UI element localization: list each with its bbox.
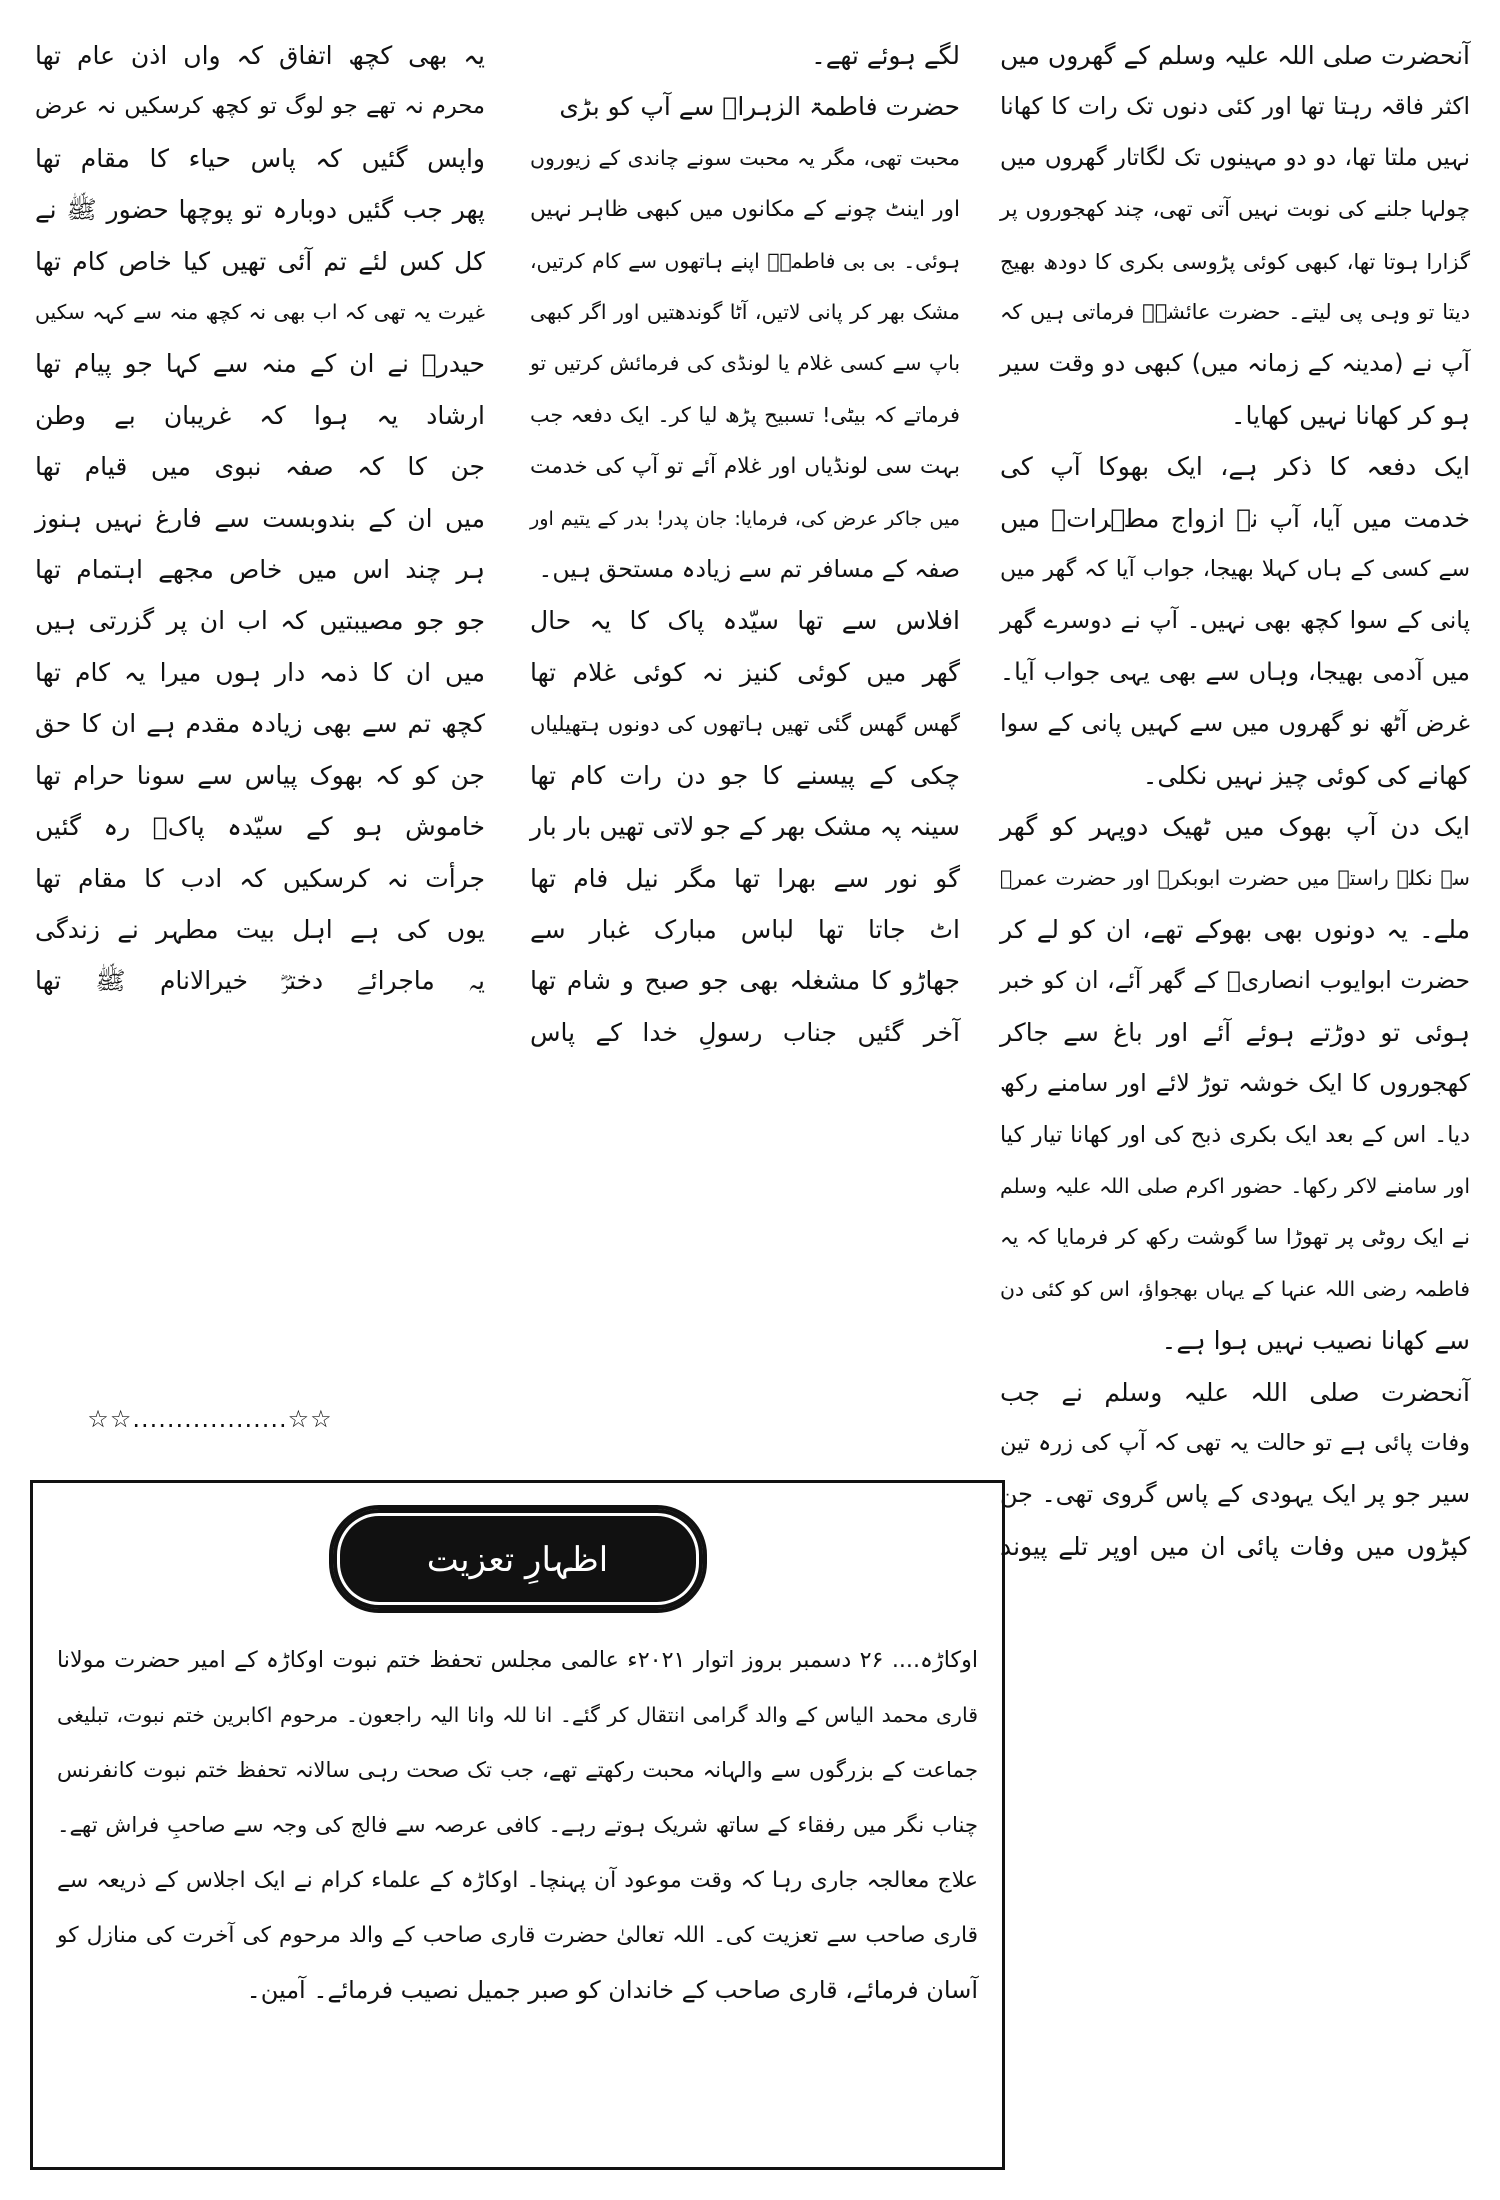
poem-line: سینہ پہ مشک بھر کے جو لاتی تھیں بار بار — [530, 812, 960, 842]
text-line: ہو کر کھانا نہیں کھایا۔ — [1230, 400, 1470, 430]
poem-line: جرأت نہ کرسکیں کہ ادب کا مقام تھا — [35, 863, 485, 893]
poem-line: پھر جب گئیں دوبارہ تو پوچھا حضور ﷺ نے — [35, 195, 485, 225]
notice-line: علاج معالجہ جاری رہا کہ وقت موعود آن پہنچا۔ اوکاڑہ کے علماء کرام نے ایک اجلاس کے ذریعہ سے — [57, 1868, 978, 1893]
text-line: ہوئی تو دوڑتے ہوئے آئے اور باغ سے جاکر — [1000, 1017, 1470, 1047]
poem-line: جن کو کہ بھوک پیاس سے سونا حرام تھا — [35, 760, 485, 790]
text-line: چولہا جلنے کی نوبت نہیں آتی تھی، چند کھجوروں پر — [1000, 197, 1470, 223]
text-line: سیر جو پر ایک یہودی کے پاس گروی تھی۔ جن — [1000, 1480, 1470, 1509]
poem-line: ہر چند اس میں خاص مجھے اہتمام تھا — [35, 555, 485, 585]
text-line: محبت تھی، مگر یہ محبت سونے چاندی کے زیوروں — [530, 145, 960, 170]
text-line: ملے۔ یہ دونوں بھی بھوکے تھے، ان کو لے کر — [1000, 914, 1470, 944]
notice-line: جماعت کے بزرگوں سے والہانہ محبت رکھتے تھے، جب تک صحت رہی سالانہ تحفظ ختم نبوت کانفرنس — [57, 1758, 978, 1783]
text-line: سے کسی کے ہاں کہلا بھیجا، جواب آیا کہ گھر میں — [1000, 556, 1470, 583]
text-line: آنحضرت صلی اللہ علیہ وسلم کے گھروں میں — [1000, 41, 1470, 70]
text-line: حضرت فاطمۃ الزہراؓ سے آپ کو بڑی — [559, 92, 960, 122]
poem-line: افلاس سے تھا سیّدہ پاک کا یہ حال — [530, 606, 960, 636]
poem-line: ارشاد یہ ہوا کہ غریبان بے وطن — [35, 400, 485, 430]
notice-line: آسان فرمائے، قاری صاحب کے خاندان کو صبر جمیل نصیب فرمائے۔ آمین۔ — [246, 1976, 978, 2004]
text-line: فرماتے کہ بیٹی! تسبیح پڑھ لیا کر۔ ایک دفعہ جب — [530, 402, 960, 427]
poem-column-left — [35, 30, 485, 1007]
text-line: سے کھانا نصیب نہیں ہوا ہے۔ — [1161, 1326, 1470, 1356]
text-line: نے ایک روٹی پر تھوڑا سا گوشت رکھ کر فرمایا کہ یہ — [1000, 1225, 1470, 1251]
text-line: باپ سے کسی غلام یا لونڈی کی فرمائش کرتیں تو — [530, 351, 960, 376]
poem-line: چکی کے پیسنے کا جو دن رات کام تھا — [530, 760, 960, 790]
text-line: سے نکلے راستہ میں حضرت ابوبکرؓ اور حضرت عمرؓ — [1000, 865, 1470, 890]
text-line: اور سامنے لاکر رکھا۔ حضور اکرم صلی اللہ علیہ وسلم — [1000, 1173, 1470, 1198]
poem-line: یہ ماجرائے دخترؓ خیرالانام ﷺ تھا — [35, 966, 485, 996]
article-column-middle — [530, 30, 960, 1058]
text-line: ہوئی۔ بی بی فاطمہؓ اپنے ہاتھوں سے کام کرتیں، — [530, 248, 960, 273]
notice-title-badge — [329, 1505, 707, 1613]
notice-line: قاری محمد الیاس کے والد گرامی انتقال کر گئے۔ انا للہ وانا الیہ راجعون۔ مرحوم اکابرین ختم نبوت، تبلیغی — [57, 1703, 978, 1727]
poem-line: محرم نہ تھے جو لوگ تو کچھ کرسکیں نہ عرض — [35, 93, 485, 120]
text-line: ایک دن آپ بھوک میں ٹھیک دوپہر کو گھر — [1000, 812, 1470, 842]
text-line: گزارا ہوتا تھا، کبھی کوئی پڑوسی بکری کا دودھ بھیج — [1000, 248, 1470, 274]
text-line: میں آدمی بھیجا، وہاں سے بھی یہی جواب آیا۔ — [1000, 657, 1470, 686]
notice-line: چناب نگر میں رفقاء کے ساتھ شریک ہوتے رہے۔ کافی عرصہ سے فالج کی وجہ سے صاحبِ فراش تھے۔ — [57, 1813, 978, 1838]
poem-line: گو نور سے بھرا تھا مگر نیل فام تھا — [530, 863, 960, 893]
text-line: کھانے کی کوئی چیز نہیں نکلی۔ — [1142, 760, 1470, 790]
article-column-right — [1000, 30, 1470, 1572]
text-line: صفہ کے مسافر تم سے زیادہ مستحق ہیں۔ — [538, 555, 960, 584]
poem-line: کل کس لئے تم آئی تھیں کیا خاص کام تھا — [35, 246, 485, 276]
poem-line: جو جو مصیبتیں کہ اب ان پر گزرتی ہیں — [35, 606, 485, 636]
notice-body — [57, 1633, 978, 2018]
notice-line: قاری صاحب سے تعزیت کی۔ اللہ تعالیٰ حضرت قاری صاحب کے والد مرحوم کی آخرت کی منازل کو — [57, 1923, 978, 1948]
poem-line: حیدرؓ نے ان کے منہ سے کہا جو پیام تھا — [35, 349, 485, 379]
text-line: ایک دفعہ کا ذکر ہے، ایک بھوکا آپ کی — [1000, 452, 1470, 482]
text-line: وفات پائی ہے تو حالت یہ تھی کہ آپ کی زرہ تین — [1000, 1429, 1470, 1456]
text-line: مشک بھر کر پانی لاتیں، آٹا گوندھتیں اور اگر کبھی — [530, 300, 960, 325]
text-line: بہت سی لونڈیاں اور غلام آئے تو آپ کی خدمت — [530, 454, 960, 480]
poem-line: اٹ جاتا تھا لباس مبارک غبار سے — [530, 914, 960, 944]
text-line: حضرت ابوایوب انصاریؓ کے گھر آئے، ان کو خبر — [1000, 966, 1470, 995]
poem-line: جھاڑو کا مشغلہ بھی جو صبح و شام تھا — [530, 966, 960, 996]
section-divider-stars: ☆☆..................☆☆ — [87, 1405, 333, 1433]
text-line: غرض آٹھ نو گھروں میں سے کہیں پانی کے سوا — [1000, 709, 1470, 738]
text-line: اکثر فاقہ رہتا تھا اور کئی دنوں تک رات کا کھانا — [1000, 92, 1470, 121]
poem-line: خاموش ہو کے سیّدہ پاکؓ رہ گئیں — [35, 812, 485, 842]
poem-line: یہ بھی کچھ اتفاق کہ واں اذن عام تھا — [35, 41, 485, 70]
poem-line: میں ان کے بندوبست سے فارغ نہیں ہنوز — [35, 503, 485, 533]
text-line: دیتا تو وہی پی لیتے۔ حضرت عائشہؓ فرماتی ہیں کہ — [1000, 300, 1470, 325]
poem-line: واپس گئیں کہ پاس حیاء کا مقام تھا — [35, 143, 485, 173]
text-line: اور اینٹ چونے کے مکانوں میں کبھی ظاہر نہیں — [530, 197, 960, 223]
poem-line: یوں کی ہے اہل بیت مطہر نے زندگی — [35, 914, 485, 944]
poem-line: گھس گھس گئی تھیں ہاتھوں کی دونوں ہتھیلیاں — [530, 711, 960, 737]
notice-title: اظہارِ تعزیت — [426, 1539, 609, 1580]
poem-line: گھر میں کوئی کنیز نہ کوئی غلام تھا — [530, 657, 960, 687]
text-line: لگے ہوئے تھے۔ — [811, 41, 960, 70]
notice-line: اوکاڑہ.... ۲۶ دسمبر بروز اتوار ۲۰۲۱ء عالمی مجلس تحفظ ختم نبوت اوکاڑہ کے امیر حضرت مولانا — [57, 1647, 979, 1673]
text-line: کپڑوں میں وفات پائی ان میں اوپر تلے پیوند — [1000, 1531, 1470, 1561]
text-line: نہیں ملتا تھا، دو دو مہینوں تک لگاتار گھروں میں — [1000, 144, 1470, 171]
condolence-notice-box — [30, 1480, 1005, 2170]
text-line: آنحضرت صلی اللہ علیہ وسلم نے جب — [1000, 1377, 1470, 1407]
text-line: خدمت میں آیا، آپ نے ازواج مطہراتؓ میں — [1000, 503, 1470, 533]
poem-line: آخر گئیں جناب رسولِ خدا کے پاس — [530, 1017, 960, 1047]
poem-line: میں ان کا ذمہ دار ہوں میرا یہ کام تھا — [35, 657, 485, 687]
poem-line: جن کا کہ صفہ نبوی میں قیام تھا — [35, 452, 485, 482]
poem-line: کچھ تم سے بھی زیادہ مقدم ہے ان کا حق — [35, 709, 485, 739]
text-line: آپ نے (مدینہ کے زمانہ میں) کبھی دو وقت سیر — [1000, 349, 1470, 378]
text-line: میں جاکر عرض کی، فرمایا: جان پدر! بدر کے یتیم اور — [530, 506, 960, 530]
text-line: دیا۔ اس کے بعد ایک بکری ذبح کی اور کھانا تیار کیا — [1000, 1121, 1470, 1148]
text-line: کھجوروں کا ایک خوشہ توڑ لائے اور سامنے رکھ — [1000, 1069, 1470, 1098]
poem-line: غیرت یہ تھی کہ اب بھی نہ کچھ منہ سے کہہ سکیں — [35, 300, 485, 325]
text-line: فاطمہ رضی اللہ عنہا کے یہاں بھجواؤ، اس کو کئی دن — [1000, 1276, 1470, 1301]
text-line: پانی کے سوا کچھ بھی نہیں۔ آپ نے دوسرے گھر — [1000, 606, 1470, 635]
